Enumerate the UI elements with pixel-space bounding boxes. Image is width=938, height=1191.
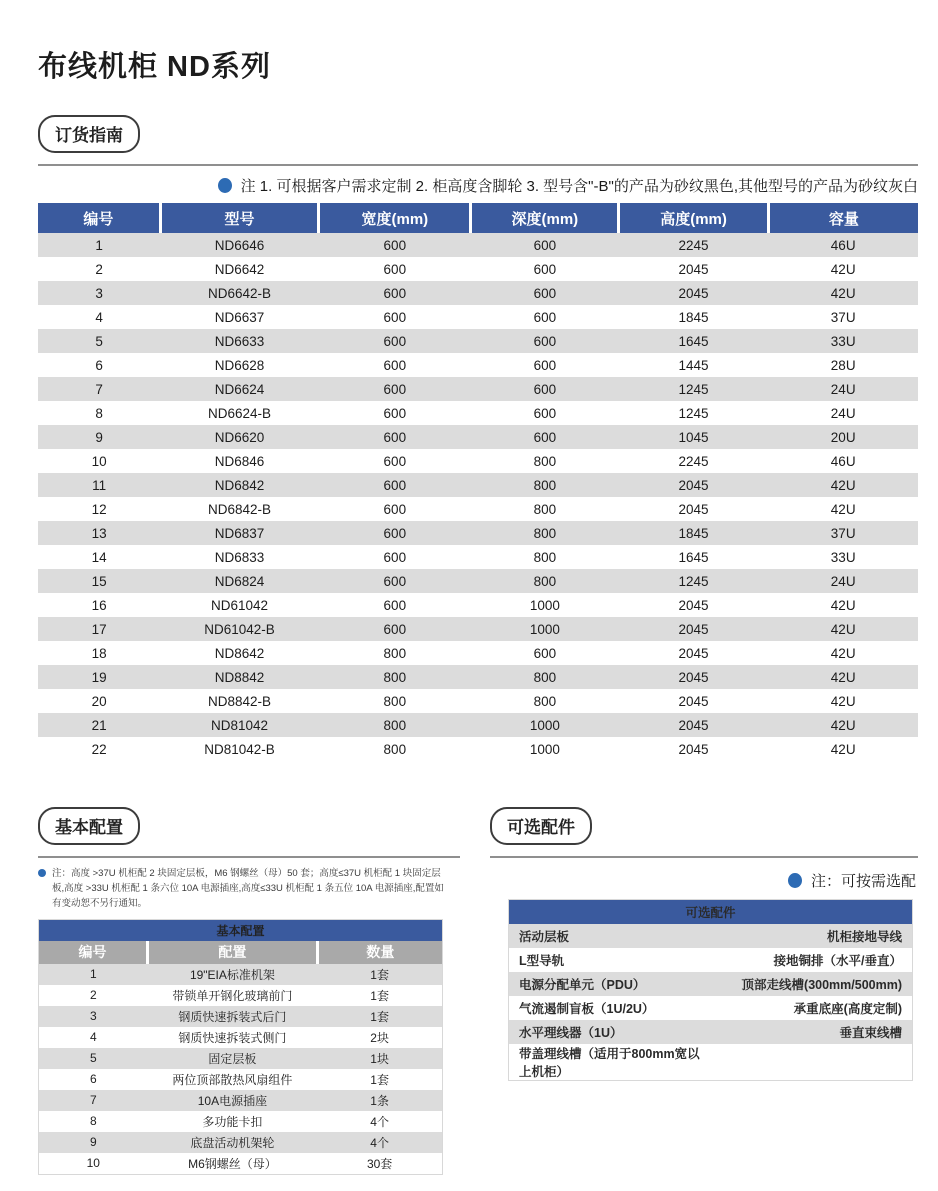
table-cell: 42U xyxy=(768,617,918,641)
table-cell: 2045 xyxy=(619,689,769,713)
table-cell: 13 xyxy=(38,521,160,545)
table-cell: 14 xyxy=(38,545,160,569)
table-cell: 600 xyxy=(319,305,471,329)
table-row xyxy=(39,1132,443,1153)
table-cell: 1套 xyxy=(317,1006,442,1027)
table-cell: 46U xyxy=(768,449,918,473)
table-cell: 2245 xyxy=(619,233,769,257)
table-cell: 1条 xyxy=(317,1090,442,1111)
table-cell: 钢质快速拆装式后门 xyxy=(148,1006,318,1027)
table-cell: ND8842-B xyxy=(160,689,318,713)
table-cell: 气流遏制盲板（1U/2U） xyxy=(509,996,711,1020)
table-row xyxy=(39,1048,443,1069)
column-header: 型号 xyxy=(160,203,318,233)
table-row xyxy=(38,737,918,761)
table-cell: 1000 xyxy=(471,617,619,641)
table-row xyxy=(38,329,918,353)
basic-config-section xyxy=(38,807,460,1175)
table-cell: 2045 xyxy=(619,593,769,617)
table-cell: 600 xyxy=(319,521,471,545)
table-cell: 垂直束线槽 xyxy=(711,1020,913,1044)
table-cell: ND6624 xyxy=(160,377,318,401)
table-cell: 1245 xyxy=(619,377,769,401)
table-cell: 电源分配单元（PDU） xyxy=(509,972,711,996)
table-cell: 600 xyxy=(319,593,471,617)
table-row xyxy=(509,948,913,972)
table-cell: 800 xyxy=(471,449,619,473)
table-row xyxy=(39,1090,443,1111)
table-cell: 33U xyxy=(768,545,918,569)
table-cell: 42U xyxy=(768,473,918,497)
table-cell: 1000 xyxy=(471,593,619,617)
table-cell: 1045 xyxy=(619,425,769,449)
table-cell: 1000 xyxy=(471,737,619,761)
table-cell: ND6624-B xyxy=(160,401,318,425)
table-row xyxy=(38,425,918,449)
table-cell: 2045 xyxy=(619,257,769,281)
optional-accessories-note xyxy=(490,870,916,891)
table-cell: 600 xyxy=(319,497,471,521)
table-cell: 600 xyxy=(471,353,619,377)
table-cell: 600 xyxy=(471,281,619,305)
table-row xyxy=(38,401,918,425)
table-row xyxy=(39,1069,443,1090)
table-cell: 600 xyxy=(471,233,619,257)
table-cell: ND81042-B xyxy=(160,737,318,761)
table-cell: 20U xyxy=(768,425,918,449)
table-cell: 1845 xyxy=(619,305,769,329)
table-cell: 800 xyxy=(471,689,619,713)
table-cell: 800 xyxy=(471,473,619,497)
table-cell: 600 xyxy=(471,641,619,665)
table-cell: ND81042 xyxy=(160,713,318,737)
table-cell: 15 xyxy=(38,569,160,593)
table-row xyxy=(38,233,918,257)
table-cell: 600 xyxy=(471,257,619,281)
table-cell: 800 xyxy=(471,545,619,569)
table-cell: 800 xyxy=(471,521,619,545)
table-cell: 多功能卡扣 xyxy=(148,1111,318,1132)
divider xyxy=(38,856,460,858)
table-cell: ND6846 xyxy=(160,449,318,473)
table-cell: 600 xyxy=(319,473,471,497)
table-cell: 2 xyxy=(39,985,148,1006)
table-cell: 19"EIA标准机架 xyxy=(148,964,318,985)
table-row xyxy=(38,257,918,281)
note-bullet-icon xyxy=(218,178,232,193)
table-cell: 600 xyxy=(319,353,471,377)
table-row xyxy=(38,305,918,329)
table-cell: ND6628 xyxy=(160,353,318,377)
table-cell: 42U xyxy=(768,497,918,521)
table-title: 可选配件 xyxy=(509,900,913,925)
table-cell: 42U xyxy=(768,689,918,713)
table-cell: 2045 xyxy=(619,737,769,761)
table-title-row xyxy=(39,919,443,941)
table-cell: 30套 xyxy=(317,1153,442,1175)
table-row xyxy=(38,449,918,473)
table-cell: ND6842 xyxy=(160,473,318,497)
table-cell: 底盘活动机架轮 xyxy=(148,1132,318,1153)
table-cell: ND6620 xyxy=(160,425,318,449)
table-cell: 机柜接地导线 xyxy=(711,924,913,948)
table-cell: 600 xyxy=(319,281,471,305)
column-header: 深度(mm) xyxy=(471,203,619,233)
table-row xyxy=(39,1153,443,1175)
table-row xyxy=(38,689,918,713)
note-bullet-icon xyxy=(788,873,802,888)
table-cell: 2 xyxy=(38,257,160,281)
table-row xyxy=(38,473,918,497)
table-cell: 800 xyxy=(319,665,471,689)
section-badge-optional-accessories: 可选配件 xyxy=(490,807,592,845)
table-cell: 24U xyxy=(768,569,918,593)
optional-accessories-section xyxy=(490,807,918,1175)
table-cell: 11 xyxy=(38,473,160,497)
table-title-row xyxy=(509,900,913,925)
column-header: 容量 xyxy=(768,203,918,233)
table-cell: 钢质快速拆装式侧门 xyxy=(148,1027,318,1048)
table-cell: 600 xyxy=(319,257,471,281)
table-cell: 21 xyxy=(38,713,160,737)
basic-config-note-text: 注：高度 >37U 机柜配 2 块固定层板，M6 钢螺丝（母）50 套；高度≤37U 机柜配 1 块固定层板,高度 >33U 机柜配 1 条六位 10A 电源插座,高度≤33U 机柜配 1 条五位 10A 电源插座,配置如有变动恕不另行通知。 xyxy=(52,868,444,910)
table-cell: 800 xyxy=(319,641,471,665)
table-row xyxy=(38,497,918,521)
table-cell: 42U xyxy=(768,593,918,617)
table-cell: 接地铜排（水平/垂直） xyxy=(711,948,913,972)
table-cell: 2045 xyxy=(619,641,769,665)
table-cell: 600 xyxy=(319,377,471,401)
table-cell: 6 xyxy=(38,353,160,377)
column-header: 编号 xyxy=(38,203,160,233)
table-row xyxy=(38,377,918,401)
table-row xyxy=(39,964,443,985)
table-cell: 1套 xyxy=(317,964,442,985)
table-cell: 1645 xyxy=(619,329,769,353)
table-cell: ND6637 xyxy=(160,305,318,329)
table-row xyxy=(38,617,918,641)
table-title: 基本配置 xyxy=(39,919,443,941)
table-cell: 5 xyxy=(39,1048,148,1069)
table-cell: 28U xyxy=(768,353,918,377)
optional-accessories-note-text: 注：可按需选配 xyxy=(810,873,916,890)
table-row xyxy=(38,665,918,689)
table-cell: 1块 xyxy=(317,1048,442,1069)
table-cell: ND6824 xyxy=(160,569,318,593)
table-cell: 16 xyxy=(38,593,160,617)
table-cell: 10A电源插座 xyxy=(148,1090,318,1111)
page-title: 布线机柜 ND系列 xyxy=(38,51,271,83)
table-cell: 18 xyxy=(38,641,160,665)
table-cell: 24U xyxy=(768,377,918,401)
table-cell: 带锁单开钢化玻璃前门 xyxy=(148,985,318,1006)
table-cell: 2045 xyxy=(619,713,769,737)
table-row xyxy=(39,1027,443,1048)
table-cell: 42U xyxy=(768,257,918,281)
table-cell: 37U xyxy=(768,305,918,329)
table-cell: 带盖理线槽（适用于800mm宽以上机柜） xyxy=(509,1044,711,1081)
basic-config-header-row xyxy=(39,941,443,964)
table-row xyxy=(39,1111,443,1132)
table-cell: 1000 xyxy=(471,713,619,737)
table-cell: 4个 xyxy=(317,1132,442,1153)
table-cell: ND61042-B xyxy=(160,617,318,641)
column-header: 宽度(mm) xyxy=(319,203,471,233)
ordering-table-header-row xyxy=(38,203,918,233)
table-cell: 2块 xyxy=(317,1027,442,1048)
ordering-note-text: 注 1. 可根据客户需求定制 2. 柜高度含脚轮 3. 型号含"-B"的产品为砂纹黑色,其他型号的产品为砂纹灰白 xyxy=(240,178,918,195)
table-cell: L型导轨 xyxy=(509,948,711,972)
column-header: 高度(mm) xyxy=(619,203,769,233)
table-cell: 固定层板 xyxy=(148,1048,318,1069)
table-cell xyxy=(711,1044,913,1081)
table-cell: 19 xyxy=(38,665,160,689)
table-cell: 8 xyxy=(38,401,160,425)
table-row xyxy=(38,713,918,737)
table-cell: 600 xyxy=(319,545,471,569)
basic-config-table xyxy=(38,919,443,1175)
table-cell: 活动层板 xyxy=(509,924,711,948)
table-row xyxy=(38,569,918,593)
table-cell: 46U xyxy=(768,233,918,257)
table-cell: 22 xyxy=(38,737,160,761)
table-row xyxy=(39,1006,443,1027)
ordering-table xyxy=(38,203,918,761)
table-cell: 800 xyxy=(471,497,619,521)
table-cell: 12 xyxy=(38,497,160,521)
table-cell: 24U xyxy=(768,401,918,425)
table-row xyxy=(38,545,918,569)
table-cell: 1套 xyxy=(317,1069,442,1090)
column-header: 编号 xyxy=(39,941,148,964)
table-row xyxy=(509,1020,913,1044)
divider xyxy=(38,164,918,166)
table-cell: ND6842-B xyxy=(160,497,318,521)
ordering-table-body xyxy=(38,233,918,761)
table-cell: M6钢螺丝（母） xyxy=(148,1153,318,1175)
table-row xyxy=(38,353,918,377)
table-cell: 800 xyxy=(319,737,471,761)
table-cell: 600 xyxy=(319,425,471,449)
table-cell: ND6633 xyxy=(160,329,318,353)
table-cell: 10 xyxy=(38,449,160,473)
table-cell: 800 xyxy=(471,569,619,593)
table-cell: 42U xyxy=(768,641,918,665)
table-row xyxy=(509,1044,913,1081)
table-cell: 4个 xyxy=(317,1111,442,1132)
table-cell: 1645 xyxy=(619,545,769,569)
table-cell: 42U xyxy=(768,713,918,737)
table-cell: 两位顶部散热风扇组件 xyxy=(148,1069,318,1090)
basic-config-table-body xyxy=(39,964,443,1175)
table-cell: 800 xyxy=(471,665,619,689)
table-cell: 600 xyxy=(319,569,471,593)
table-cell: 1245 xyxy=(619,401,769,425)
table-row xyxy=(39,985,443,1006)
table-cell: 1套 xyxy=(317,985,442,1006)
table-cell: 33U xyxy=(768,329,918,353)
optional-accessories-table-body xyxy=(509,924,913,1081)
table-cell: 2045 xyxy=(619,473,769,497)
column-header: 配置 xyxy=(148,941,318,964)
table-cell: 1 xyxy=(38,233,160,257)
table-cell: 42U xyxy=(768,665,918,689)
table-row xyxy=(509,996,913,1020)
page xyxy=(0,44,938,1175)
table-cell: ND6837 xyxy=(160,521,318,545)
table-cell: 17 xyxy=(38,617,160,641)
table-row xyxy=(38,281,918,305)
table-cell: 600 xyxy=(319,449,471,473)
table-cell: 2045 xyxy=(619,617,769,641)
table-cell: 7 xyxy=(39,1090,148,1111)
table-row xyxy=(38,641,918,665)
table-cell: 800 xyxy=(319,689,471,713)
section-badge-basic-config: 基本配置 xyxy=(38,807,140,845)
basic-config-note xyxy=(38,866,452,912)
table-row xyxy=(38,521,918,545)
table-cell: 4 xyxy=(38,305,160,329)
table-cell: 800 xyxy=(319,713,471,737)
table-cell: 7 xyxy=(38,377,160,401)
table-cell: 2045 xyxy=(619,665,769,689)
table-cell: ND6646 xyxy=(160,233,318,257)
table-cell: 600 xyxy=(471,401,619,425)
table-cell: ND8642 xyxy=(160,641,318,665)
table-cell: 8 xyxy=(39,1111,148,1132)
table-cell: 600 xyxy=(471,329,619,353)
table-cell: 9 xyxy=(38,425,160,449)
column-header: 数量 xyxy=(317,941,442,964)
table-cell: 37U xyxy=(768,521,918,545)
ordering-note xyxy=(38,175,918,196)
table-cell: 1245 xyxy=(619,569,769,593)
table-cell: 2045 xyxy=(619,281,769,305)
table-cell: 2045 xyxy=(619,497,769,521)
table-cell: 42U xyxy=(768,281,918,305)
table-cell: ND8842 xyxy=(160,665,318,689)
table-cell: 600 xyxy=(471,377,619,401)
table-cell: 3 xyxy=(38,281,160,305)
table-cell: 600 xyxy=(319,329,471,353)
table-cell: 600 xyxy=(471,305,619,329)
table-cell: 600 xyxy=(319,233,471,257)
table-cell: 水平理线器（1U） xyxy=(509,1020,711,1044)
table-cell: 顶部走线槽(300mm/500mm) xyxy=(711,972,913,996)
table-cell: 5 xyxy=(38,329,160,353)
optional-accessories-table xyxy=(508,899,913,1081)
table-cell: 42U xyxy=(768,737,918,761)
table-cell: ND61042 xyxy=(160,593,318,617)
table-cell: 1845 xyxy=(619,521,769,545)
note-bullet-icon xyxy=(38,869,46,877)
table-row xyxy=(509,972,913,996)
table-cell: 6 xyxy=(39,1069,148,1090)
table-cell: 9 xyxy=(39,1132,148,1153)
table-cell: 600 xyxy=(319,401,471,425)
table-cell: 1 xyxy=(39,964,148,985)
table-cell: 10 xyxy=(39,1153,148,1175)
table-cell: 1445 xyxy=(619,353,769,377)
table-cell: 承重底座(高度定制) xyxy=(711,996,913,1020)
table-row xyxy=(509,924,913,948)
table-row xyxy=(38,593,918,617)
table-cell: 4 xyxy=(39,1027,148,1048)
section-badge-ordering-guide: 订货指南 xyxy=(38,115,140,153)
table-cell: 600 xyxy=(319,617,471,641)
table-cell: 2245 xyxy=(619,449,769,473)
divider xyxy=(490,856,918,858)
table-cell: 3 xyxy=(39,1006,148,1027)
table-cell: 600 xyxy=(471,425,619,449)
table-cell: ND6642-B xyxy=(160,281,318,305)
table-cell: ND6642 xyxy=(160,257,318,281)
table-cell: 20 xyxy=(38,689,160,713)
table-cell: ND6833 xyxy=(160,545,318,569)
